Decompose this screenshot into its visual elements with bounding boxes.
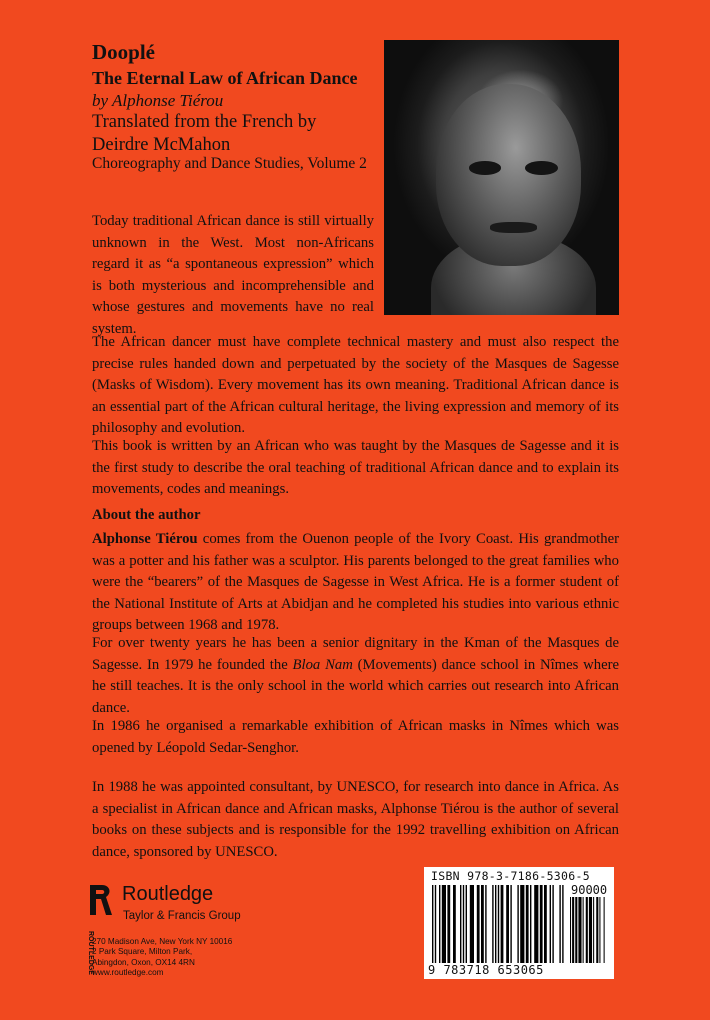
barcode-bar bbox=[550, 885, 551, 963]
blurb-paragraph-3: This book is written by an African who was taught by the Masques de Sagesse and it is the first study to describe the oral teaching of traditional African dance and to explain its movements, codes and meanings. bbox=[92, 438, 619, 497]
about-paragraph-1 bbox=[92, 529, 619, 637]
barcode-bar bbox=[470, 885, 474, 963]
about-paragraph-3: In 1986 he organised a remarkable exhibition of African masks in Nîmes which was opened by Léopold Sedar-Senghor. bbox=[92, 718, 619, 756]
barcode-bar bbox=[481, 885, 484, 963]
barcode-bar bbox=[463, 885, 464, 963]
barcode-bar bbox=[466, 885, 467, 963]
barcode-bar bbox=[562, 885, 563, 963]
about-paragraph-1-text: comes from the Ouenon people of the Ivory Coast. His grandmother was a potter and his father was a sculptor. His parents belonged to the great families who were the “bearers” of the Masques de Sagesse in West Africa. He is a former student of the National Institute of Arts at Abidjan and he completed his studies into various ethnic groups between 1968 and 1978. bbox=[92, 531, 620, 633]
routledge-vertical-text: ROUTLEDGE bbox=[87, 931, 94, 975]
barcode-bar bbox=[570, 897, 571, 963]
barcode-bar bbox=[544, 885, 547, 963]
barcode-bar bbox=[604, 897, 605, 963]
barcode-addon-bars bbox=[570, 897, 610, 963]
barcode-bar bbox=[583, 897, 584, 963]
about-paragraph-2-b: (Movements) dance school in Nîmes where he still teaches. It is the only school in the world which carries out research into African dance. bbox=[92, 656, 620, 716]
barcode-bar bbox=[534, 885, 538, 963]
barcode-box bbox=[424, 867, 614, 979]
book-title: Dooplé bbox=[92, 40, 155, 64]
barcode-bar bbox=[540, 885, 543, 963]
about-paragraph-4: In 1988 he was appointed consultant, by UNESCO, for research into dance in Africa. As a specialist in African dance and African masks, Alphonse Tiérou is the author of several books on these subjects and is responsible for the 1992 travelling exhibition on African dance, sponsored by UNESCO. bbox=[92, 779, 619, 860]
barcode-bar bbox=[510, 885, 511, 963]
address-line: www.routledge.com bbox=[92, 968, 164, 978]
photo-eye-right bbox=[525, 161, 558, 175]
blurb-paragraph-2: The African dancer must have complete technical mastery and must also respect the precise rules handed down and perpetuated by the society of the Masques de Sagesse (Masks of Wisdom). Every movement has its own meaning. Traditional African dance is an essential part of the African cultural heritage, the living expression and memory of its philosophy and evolution. bbox=[92, 334, 619, 436]
barcode-addon-number: 90000 bbox=[571, 883, 608, 897]
barcode-bar bbox=[575, 897, 577, 963]
barcode-bar bbox=[589, 897, 592, 963]
publisher-name: Routledge bbox=[122, 883, 214, 905]
barcode-bar bbox=[517, 885, 518, 963]
barcode-bar bbox=[447, 885, 450, 963]
barcode-bar bbox=[477, 885, 480, 963]
barcode-bar bbox=[492, 885, 493, 963]
barcode-bar bbox=[572, 897, 574, 963]
barcode-bar bbox=[586, 897, 588, 963]
barcode-bar bbox=[552, 885, 553, 963]
barcode-bar bbox=[442, 885, 446, 963]
author-name-bold: Alphonse Tiérou bbox=[92, 531, 198, 547]
barcode-bar bbox=[526, 885, 529, 963]
barcode-bar bbox=[485, 885, 486, 963]
barcode-bar bbox=[435, 885, 436, 963]
school-name-italic: Bloa Nam bbox=[292, 656, 353, 673]
about-paragraph-2 bbox=[92, 633, 619, 719]
translator-credit: Translated from the French by Deirdre McMahon bbox=[92, 112, 317, 155]
barcode-main-bars bbox=[432, 885, 566, 963]
address-line: Abingdon, Oxon, OX14 4RN bbox=[92, 957, 195, 967]
routledge-logo-icon bbox=[88, 883, 114, 917]
address-line: 2 Park Square, Milton Park, bbox=[92, 947, 193, 957]
author-byline: by Alphonse Tiérou bbox=[92, 91, 224, 110]
barcode-bar bbox=[530, 885, 531, 963]
barcode-bar bbox=[593, 897, 594, 963]
barcode-bar bbox=[599, 897, 600, 963]
publisher-group: Taylor & Francis Group bbox=[123, 910, 241, 922]
about-author-heading: About the author bbox=[92, 507, 201, 523]
barcode-bar bbox=[495, 885, 496, 963]
barcode-bar bbox=[453, 885, 456, 963]
barcode-bar bbox=[559, 885, 560, 963]
barcode-bar bbox=[520, 885, 524, 963]
barcode-bar bbox=[506, 885, 509, 963]
isbn-text: ISBN 978-3-7186-5306-5 bbox=[431, 869, 590, 883]
barcode-ean-number: 9 783718 653065 bbox=[428, 963, 544, 977]
barcode-bar bbox=[596, 897, 598, 963]
about-paragraph-2-a: For over twenty years he has been a senior dignitary in the Kman of the Masques de Sagesse. In 1979 he founded the bbox=[92, 635, 619, 673]
publisher-address bbox=[92, 937, 232, 979]
barcode-bar bbox=[432, 885, 433, 963]
barcode-bar bbox=[578, 897, 581, 963]
barcode-bar bbox=[501, 885, 504, 963]
book-subtitle: The Eternal Law of African Dance bbox=[92, 68, 358, 88]
barcode-bar bbox=[498, 885, 499, 963]
barcode-bar bbox=[460, 885, 461, 963]
barcode-bar bbox=[439, 885, 440, 963]
author-photo bbox=[384, 40, 619, 315]
address-line: 270 Madison Ave, New York NY 10016 bbox=[92, 937, 233, 946]
photo-mouth bbox=[490, 222, 537, 233]
blurb-paragraph-1: Today traditional African dance is still virtually unknown in the West. Most non-Africans regard it as “a spontaneous expression” which is both mysterious and incomprehensible and whose gestures and movements have no real system. bbox=[92, 213, 374, 337]
photo-face-shape bbox=[436, 84, 582, 266]
photo-eye-left bbox=[469, 161, 502, 175]
series-name: Choreography and Dance Studies, Volume 2 bbox=[92, 155, 367, 172]
